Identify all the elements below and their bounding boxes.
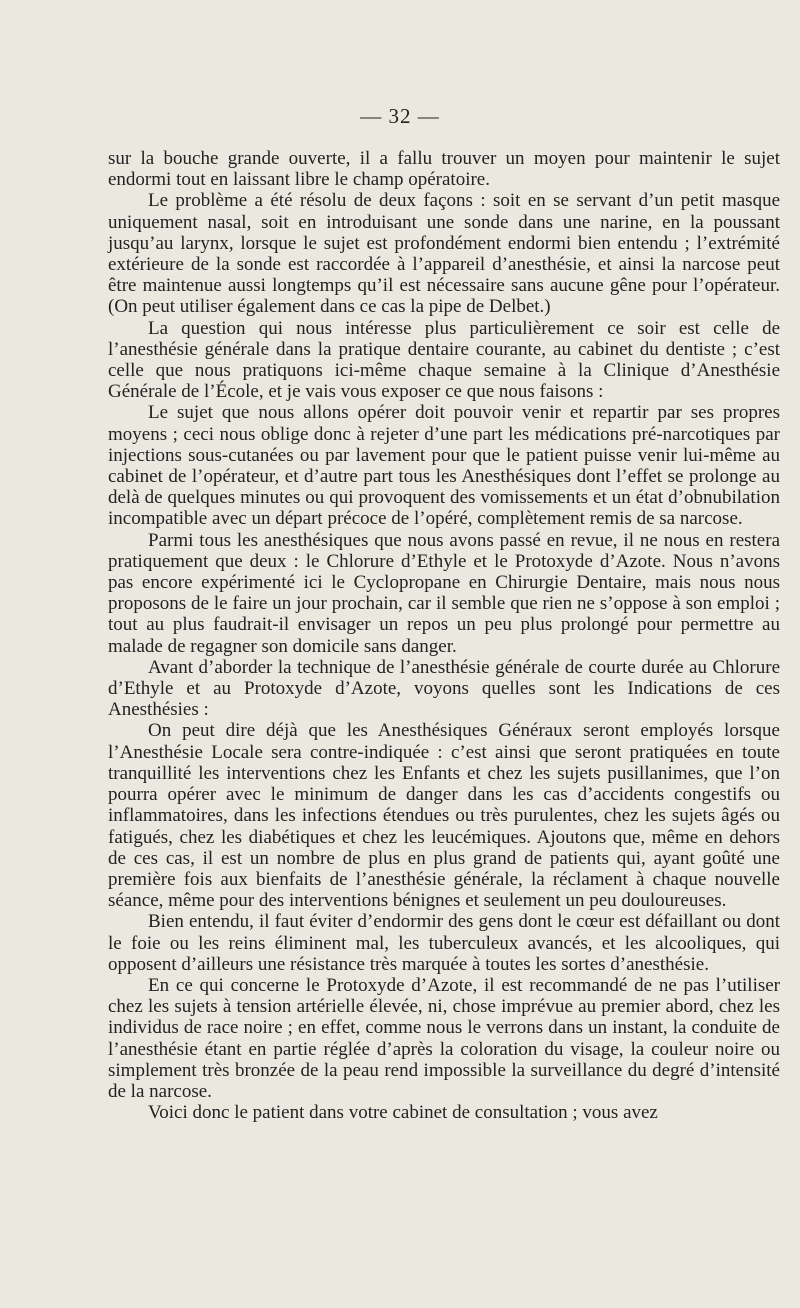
paragraph: Voici donc le patient dans votre cabinet de consultation ; vous avez	[148, 1102, 658, 1124]
paragraph: sur la bouche grande ouverte, il a fallu trouver un moyen pour maintenir le sujet endormi tout en laissant libre le champ opératoire.	[108, 148, 780, 191]
paragraph: Avant d’aborder la technique de l’anesthésie générale de courte durée au Chlorure d’Ethyle et au Protoxyde d’Azote, voyons quelles sont les Indications de ces Anesthésies :	[108, 656, 780, 721]
page-number: — 32 —	[360, 104, 440, 128]
paragraph: On peut dire déjà que les Anesthésiques Généraux seront employés lorsque l’Anesthésie Locale sera contre-indiquée : c’est ainsi que seront pratiquées en toute tranquillité les interventions chez les Enfants et chez les sujets pusillanimes, que l’on pourra opérer avec le minimum de danger dans les cas d’accidents congestifs ou inflammatoires, dans les infections étendues ou très purulentes, chez les sujets âgés ou fatigués, chez les diabétiques et chez les leucémiques. Ajoutons que, même en dehors de ces cas, il est un nombre de plus en plus grand de patients qui, ayant goûté une première fois aux bienfaits de l’anesthésie générale, la réclament à chaque nouvelle séance, même pour des interventions bénignes et seulement un peu douloureuses.	[108, 720, 780, 912]
paragraph: La question qui nous intéresse plus particulièrement ce soir est celle de l’anesthésie générale dans la pratique dentaire courante, au cabinet du dentiste ; c’est celle que nous pratiquons ici-même chaque semaine à la Clinique d’Anesthésie Générale de l’École, et je vais vous exposer ce que nous faisons :	[108, 317, 780, 403]
paragraph: En ce qui concerne le Protoxyde d’Azote, il est recommandé de ne pas l’utiliser chez les sujets à tension artérielle élevée, ni, chose imprévue au premier abord, chez les individus de race noire ; en effet, comme nous le verrons dans un instant, la conduite de l’anesthésie étant en partie réglée d’après la coloration du visage, la couleur noire ou simplement très bronzée de la peau rend impossible la surveillance du degré d’intensité de la narcose.	[108, 974, 780, 1102]
paragraph: Le problème a été résolu de deux façons : soit en se servant d’un petit masque uniquement nasal, soit en introduisant une sonde dans une narine, en la poussant jusqu’au larynx, lorsque le sujet est profondément endormi bien entendu ; l’extrémité extérieure de la sonde est raccordée à l’appareil d’anesthésie, et ainsi la narcose peut être maintenue aussi longtemps qu’il est nécessaire sans aucune gêne pour l’opérateur. (On peut utiliser également dans ce cas la pipe de Delbet.)	[108, 190, 780, 318]
paragraph: Parmi tous les anesthésiques que nous avons passé en revue, il ne nous en restera pratiquement que deux : le Chlorure d’Ethyle et le Protoxyde d’Azote. Nous n’avons pas encore expérimenté ici le Cyclopropane en Chirurgie Dentaire, mais nous nous proposons de le faire un jour prochain, car il semble que rien ne s’oppose à son emploi ; tout au plus faudrait-il envisager un repos un peu plus prolongé pour permettre au malade de regagner son domicile sans danger.	[108, 529, 780, 657]
body-text	[108, 148, 780, 1123]
paragraph: Le sujet que nous allons opérer doit pouvoir venir et repartir par ses propres moyens ; ceci nous oblige donc à rejeter d’une part les médications pré-narcotiques par injections sous-cutanées ou par lavement pour que le patient puisse venir lui-même au cabinet de l’opérateur, et d’autre part tous les Anesthésiques dont l’effet se prolonge au delà de quelques minutes ou qui provoquent des vomissements et un état d’obnubilation incompatible avec un départ précoce de l’opéré, complètement remis de sa narcose.	[108, 402, 780, 530]
paragraph: Bien entendu, il faut éviter d’endormir des gens dont le cœur est défaillant ou dont le foie ou les reins éliminent mal, les tuberculeux avancés, et les alcooliques, qui opposent d’ailleurs une résistance très marquée à toutes les sortes d’anesthésie.	[108, 911, 780, 975]
